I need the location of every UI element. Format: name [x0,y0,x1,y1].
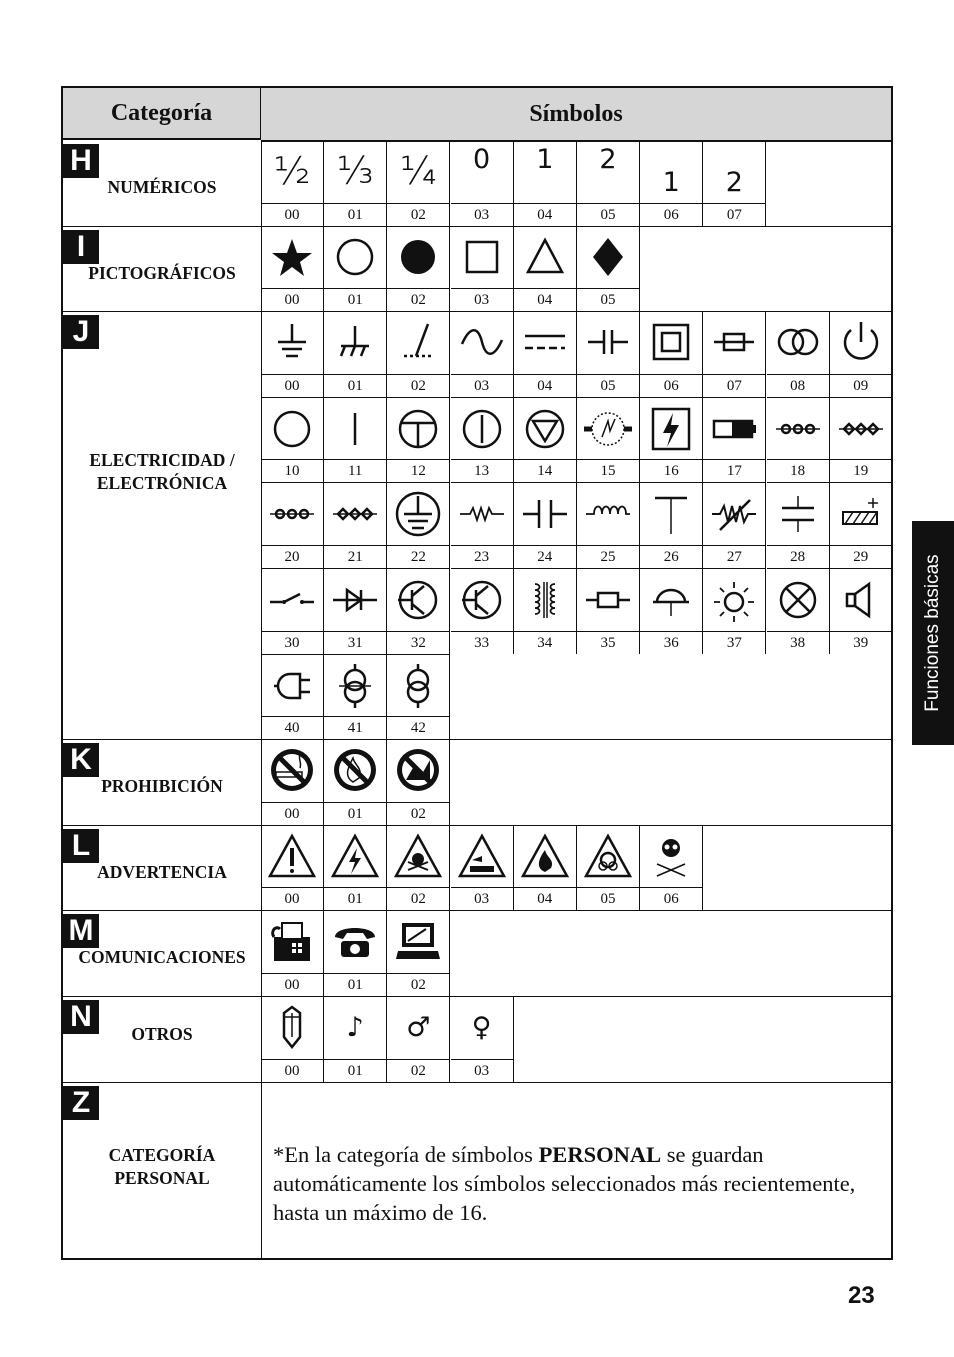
symbol-cell [261,910,324,996]
symbol-cell [387,825,450,911]
symbol-no-fire-icon [324,739,386,801]
symbol-code: 04 [514,203,576,226]
symbol-code: 05 [577,887,639,910]
symbol-glyph: 0 [473,144,491,175]
symbol-code: 01 [324,1059,386,1082]
symbol-code: 03 [451,1059,513,1082]
symbol-cell [830,311,893,397]
symbol-cell [640,568,703,654]
symbol-cell [640,311,703,397]
symbol-cell [703,397,766,483]
symbol-code: 20 [261,545,323,568]
symbol-cell [640,140,703,226]
symbol-table [61,86,893,1260]
symbols-column-header: Símbolos [261,88,891,142]
symbol-code: 02 [387,973,449,996]
symbol-code: 38 [767,631,829,654]
symbol-code: 02 [387,374,449,397]
symbol-transformer-vert-icon [387,655,449,717]
symbol-code: 23 [451,545,513,568]
symbol-code: 40 [261,716,323,739]
category-letter: H [63,144,99,178]
symbol-warning-skull-icon [387,825,449,887]
column-divider [261,1082,262,1258]
symbol-diamond-icon [577,226,639,288]
category-name: PICTOGRÁFICOS [88,262,236,283]
symbol-cell [767,482,830,568]
symbol-cell [324,226,387,312]
symbol-code: 11 [324,459,386,482]
symbol-cell [577,226,640,312]
symbol-cell [577,825,640,911]
symbol-ground-icon [261,311,323,373]
symbol-cell [324,311,387,397]
symbol-plug-icon [261,655,323,717]
category-name: NUMÉRICOS [107,177,217,197]
symbol-resistor-icon [451,483,513,545]
symbol-code: 21 [324,545,386,568]
symbol-var-resistor-icon [703,483,765,545]
symbol-code: 03 [451,374,513,397]
symbol-cell [514,140,577,226]
symbol-code: 00 [261,1059,323,1082]
symbol-code: 37 [703,631,765,654]
symbol-cell [577,140,640,226]
symbol-cell [324,568,387,654]
section-tab: Funciones básicas [912,521,954,745]
symbol-computer-icon [387,910,449,972]
symbol-code: 19 [830,459,892,482]
symbol-transistor-icon [451,569,513,631]
symbol-code: 02 [387,1059,449,1082]
symbol-transformer-circle-icon [324,655,386,717]
symbol-code: 41 [324,716,386,739]
symbol-resistor-box-icon [577,569,639,631]
category-name: PROHIBICIÓN [101,776,223,797]
symbol-code: 06 [640,887,702,910]
symbol-cell [451,825,514,911]
symbol-code: 33 [451,631,513,654]
symbol-cell [324,996,387,1082]
symbol-cell [324,140,387,226]
symbol-circle-triangle-icon [514,398,576,460]
symbol-capacitor-icon [577,311,639,373]
page-number: 23 [848,1282,875,1309]
symbol-glyph: ⅓ [336,149,374,193]
symbol-power-icon [830,311,892,373]
symbol-cell [451,568,514,654]
symbol-code: 06 [640,374,702,397]
category-letter: J [63,315,99,349]
symbol-code: 39 [830,631,892,654]
symbol-line-icon [324,398,386,460]
symbol-code: 01 [324,887,386,910]
symbol-tee-icon [640,483,702,545]
symbol-cell [451,311,514,397]
symbol-warning-electric-icon [324,825,386,887]
symbol-code: 02 [387,887,449,910]
symbol-cell [514,311,577,397]
category-name: COMUNICACIONES [78,947,246,968]
symbol-code: 14 [514,459,576,482]
symbol-warning-corrosive-icon [451,825,513,887]
symbol-code: 18 [767,459,829,482]
symbol-cell [387,482,450,568]
category-column-header: Categoría [63,88,261,140]
symbol-chain-icon [767,398,829,460]
symbol-ground-circle-icon [387,483,449,545]
symbol-cell [261,226,324,312]
category-divider [63,1082,891,1083]
symbol-cell [830,482,893,568]
symbol-switch-icon [261,569,323,631]
symbol-code: 01 [324,203,386,226]
symbol-cell [387,654,450,740]
symbol-cell [324,739,387,825]
symbol-star-icon [261,226,323,288]
category-letter: M [63,914,99,948]
symbol-speaker-icon [830,569,892,631]
category-letter: L [63,829,99,863]
symbol-code: 05 [577,203,639,226]
symbol-code: 25 [577,545,639,568]
symbol-code: 12 [387,459,449,482]
symbol-phone-icon [324,910,386,972]
symbol-cell [261,311,324,397]
category-name: OTROS [131,1024,193,1044]
category-letter: N [63,1000,99,1034]
symbol-cell [261,996,324,1082]
symbol-antenna-icon [640,569,702,631]
symbol-cell [767,568,830,654]
symbol-no-smoking-icon [261,739,323,801]
symbol-code: 07 [703,203,765,226]
symbol-no-entry-icon [387,739,449,801]
symbol-warning-fire-icon [514,825,576,887]
symbol-code: 01 [324,288,386,311]
symbol-code: 10 [261,459,323,482]
symbol-code: 17 [703,459,765,482]
symbol-code: 02 [387,288,449,311]
symbol-cell [640,397,703,483]
symbol-code: 01 [324,973,386,996]
symbol-cell [577,311,640,397]
symbol-cell [514,825,577,911]
symbol-cell [387,140,450,226]
symbol-lamp-x-icon [767,569,829,631]
symbol-code: 01 [324,374,386,397]
symbol-high-voltage-icon [640,398,702,460]
symbol-circle-t-icon [387,398,449,460]
symbol-code: 24 [514,545,576,568]
symbol-cell [324,397,387,483]
symbol-cell [324,654,387,740]
symbol-code: 00 [261,203,323,226]
symbol-cell [387,910,450,996]
symbol-battery-icon [703,398,765,460]
symbol-cell [387,568,450,654]
symbol-glyph: ♪ [346,1011,364,1043]
symbol-pencil-icon [261,996,323,1058]
symbol-code: 05 [577,288,639,311]
symbol-ac-icon [451,311,513,373]
symbol-cell [640,482,703,568]
category-name: CATEGORÍA PERSONAL [108,1144,216,1188]
symbol-code: 00 [261,887,323,910]
symbol-code: 00 [261,802,323,825]
symbol-switch-ground-icon [387,311,449,373]
symbol-cell [577,482,640,568]
symbol-code: 30 [261,631,323,654]
symbol-code: 03 [451,887,513,910]
symbol-cell [387,226,450,312]
category-name: ADVERTENCIA [97,861,227,882]
symbol-cell [703,568,766,654]
symbol-code: 05 [577,374,639,397]
symbol-glyph: ♂ [406,1011,431,1043]
symbol-code: 02 [387,802,449,825]
symbol-code: 04 [514,288,576,311]
symbol-code: 42 [387,716,449,739]
symbol-cell [703,311,766,397]
symbol-diode-icon [324,569,386,631]
symbol-code: 00 [261,973,323,996]
personal-category-note: *En la categoría de símbolos PERSONAL se guardan automáticamente los símbolos seleccionados más recientemente, hasta un máximo de 16. [273,1142,856,1225]
symbol-cell [261,140,324,226]
symbol-code: 02 [387,203,449,226]
symbol-cell [514,397,577,483]
symbol-glyph: 2 [599,144,617,175]
symbol-code: 07 [703,374,765,397]
symbol-cell [387,311,450,397]
category-letter: K [63,743,99,777]
symbol-cell [261,825,324,911]
symbol-chain-diamond-icon [324,483,386,545]
category-letter: Z [63,1086,99,1120]
category-divider [63,739,891,740]
category-divider [63,910,891,911]
symbol-cell [451,996,514,1082]
symbol-cell [577,568,640,654]
symbol-chain-diamond-icon [830,398,892,460]
symbol-cell [451,226,514,312]
symbol-code: 04 [514,887,576,910]
symbol-cell [261,482,324,568]
symbol-code: 16 [640,459,702,482]
symbol-cell [387,996,450,1082]
symbol-dc-icon [514,311,576,373]
symbol-cell [514,568,577,654]
symbol-cell [261,568,324,654]
symbol-glyph: ¼ [399,149,437,193]
symbol-cell [703,140,766,226]
symbol-glyph: ½ [273,149,311,193]
symbol-circle-line-icon [451,398,513,460]
symbol-code: 35 [577,631,639,654]
symbol-transistor-icon [387,569,449,631]
symbol-cell [261,654,324,740]
symbol-code: 03 [451,288,513,311]
symbol-code: 06 [640,203,702,226]
symbol-warning-icon [261,825,323,887]
symbol-cell [767,397,830,483]
symbol-skull-icon [640,825,702,887]
symbol-code: 34 [514,631,576,654]
category-name: ELECTRICIDAD / ELECTRÓNICA [89,450,235,494]
symbol-battery-cell-icon [830,483,892,545]
symbol-cell [830,397,893,483]
symbol-circle-icon [324,226,386,288]
symbol-cell [451,140,514,226]
symbol-code: 22 [387,545,449,568]
symbol-cell [514,226,577,312]
symbol-code: 01 [324,802,386,825]
symbol-cell [387,739,450,825]
symbol-rings-icon [767,311,829,373]
symbol-cell [324,910,387,996]
symbol-frame-ground-icon [324,311,386,373]
symbol-cap-parallel-icon [767,483,829,545]
symbol-cell [451,482,514,568]
symbol-cell [261,739,324,825]
symbol-cell [324,482,387,568]
symbol-fuse-icon [703,311,765,373]
symbol-code: 13 [451,459,513,482]
symbol-circle-icon [261,398,323,460]
symbol-cell [640,825,703,911]
symbol-square-icon [451,226,513,288]
symbol-cell [324,825,387,911]
symbol-cell [261,397,324,483]
category-letter: I [63,230,99,264]
symbol-glyph: 2 [725,167,743,198]
symbol-glyph: ♀ [471,1011,492,1043]
symbol-code: 27 [703,545,765,568]
symbol-code: 09 [830,374,892,397]
symbol-code: 26 [640,545,702,568]
symbol-code: 04 [514,374,576,397]
symbol-code: 00 [261,288,323,311]
symbol-code: 08 [767,374,829,397]
symbol-code: 28 [767,545,829,568]
symbol-cell [451,397,514,483]
symbol-code: 31 [324,631,386,654]
symbol-double-square-icon [640,311,702,373]
symbol-fax-icon [261,910,323,972]
symbol-code: 03 [451,203,513,226]
symbol-glyph: 1 [536,144,554,175]
symbol-transformer-icon [514,569,576,631]
symbol-cell [387,397,450,483]
symbol-coil-icon [577,483,639,545]
symbol-cell [830,568,893,654]
symbol-code: 36 [640,631,702,654]
symbol-glyph [514,483,576,545]
symbol-glyph: 1 [662,167,680,198]
symbol-cell [767,311,830,397]
symbol-lamp-icon [577,398,639,460]
symbol-filled-circle-icon [387,226,449,288]
symbol-cell [577,397,640,483]
symbol-cell [514,482,577,568]
symbol-code: 00 [261,374,323,397]
symbol-light-icon [703,569,765,631]
symbol-chain-icon [261,483,323,545]
symbol-cell [703,482,766,568]
symbol-code: 15 [577,459,639,482]
symbol-code: 29 [830,545,892,568]
symbol-triangle-icon [514,226,576,288]
symbol-code: 32 [387,631,449,654]
symbol-warning-biohazard-icon [577,825,639,887]
